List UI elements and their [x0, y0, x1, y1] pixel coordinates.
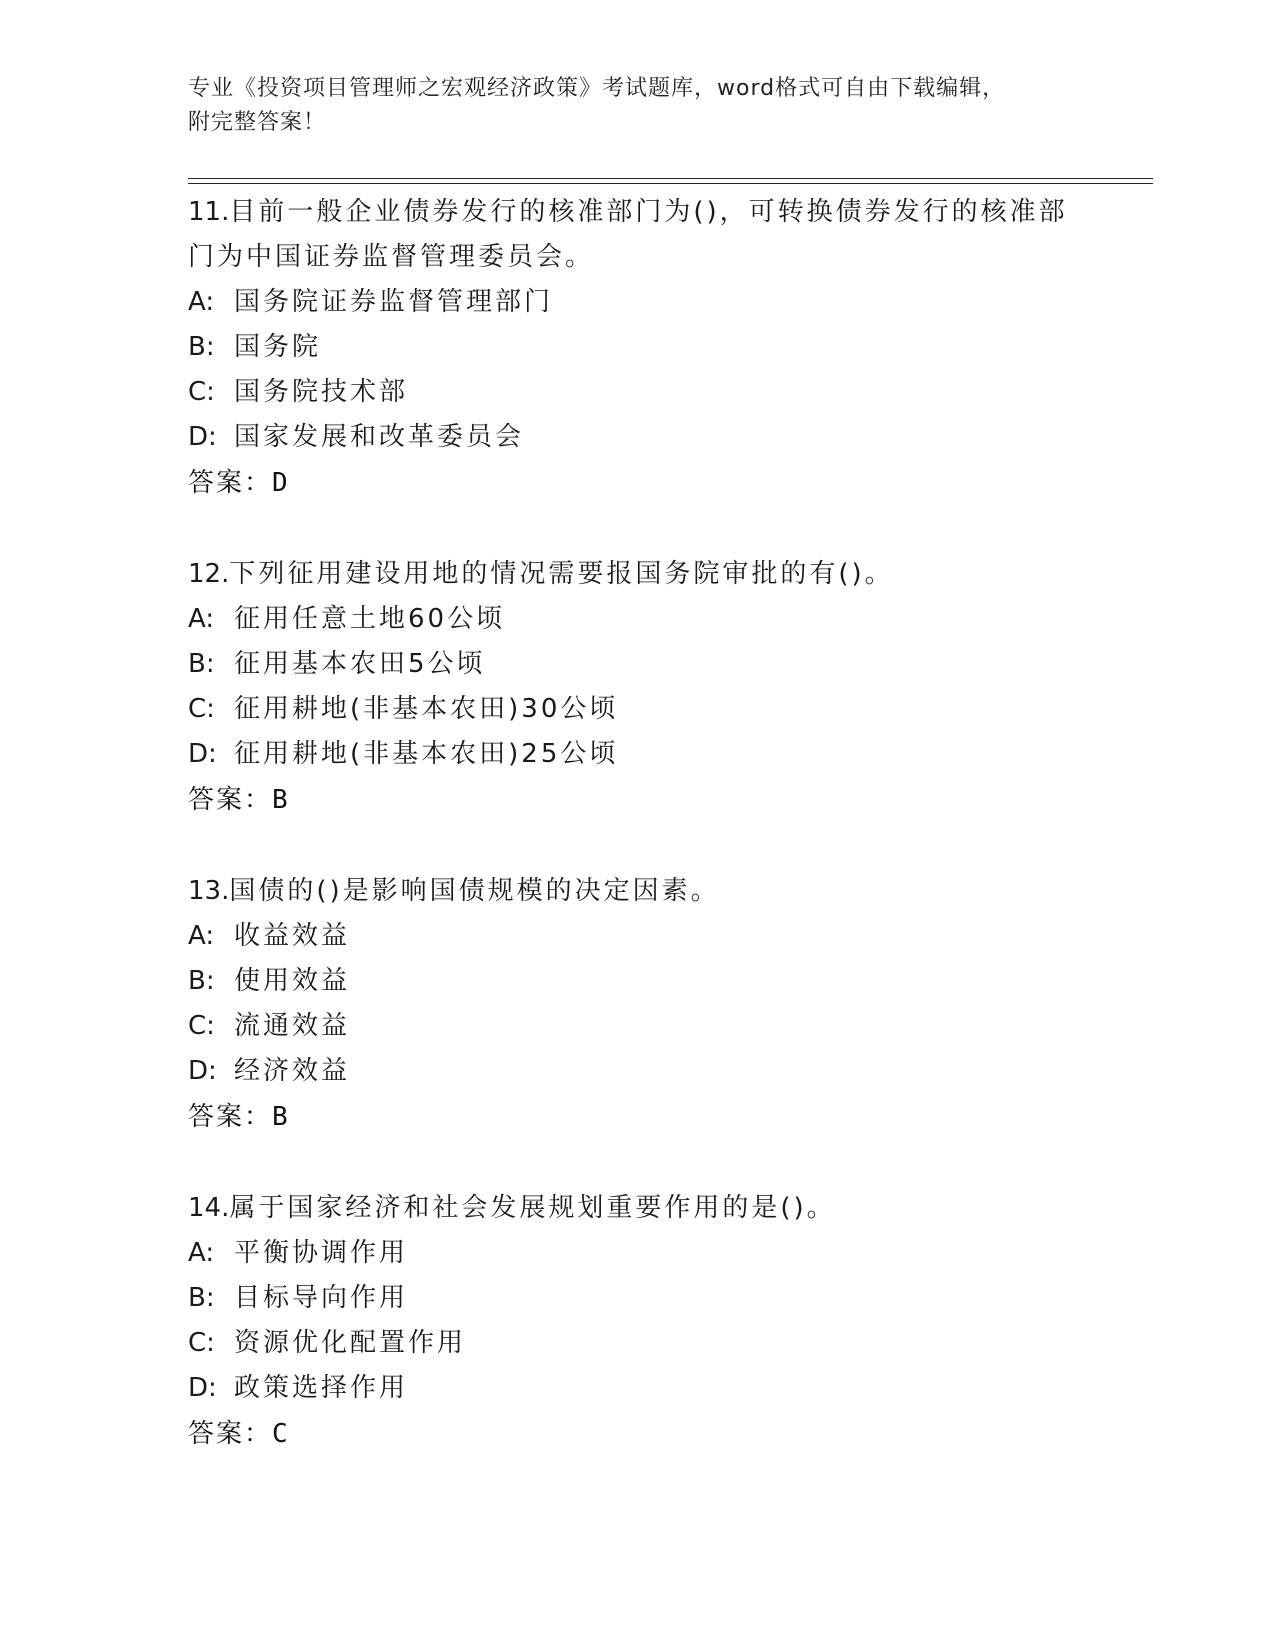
answer-line: [188, 460, 1088, 506]
option-a: [188, 597, 1088, 642]
option-d: [188, 732, 1088, 777]
option-letter: C:: [188, 1011, 215, 1041]
answer-value: B: [272, 1102, 289, 1132]
option-c: [188, 687, 1088, 732]
option-b: [188, 325, 1088, 370]
answer-label: 答案：: [188, 1419, 273, 1449]
question-stem: [188, 552, 1088, 597]
option-c: [188, 370, 1088, 415]
option-text: 征用任意土地60公顷: [234, 604, 506, 634]
question-stem: [188, 869, 1088, 914]
answer-line: [188, 1094, 1088, 1140]
question-number: 14.: [188, 1193, 230, 1223]
option-letter: B:: [188, 649, 215, 679]
answer-label: 答案：: [188, 1102, 273, 1132]
option-letter: D:: [188, 1373, 217, 1403]
option-letter: A:: [188, 1238, 215, 1268]
question-12: [188, 552, 1088, 823]
document-header: [188, 72, 1088, 140]
answer-value: C: [272, 1419, 289, 1449]
question-number: 13.: [188, 876, 230, 906]
option-letter: A:: [188, 287, 215, 317]
option-text: 政策选择作用: [234, 1373, 409, 1403]
question-13: [188, 869, 1088, 1140]
question-14: [188, 1186, 1088, 1457]
option-text: 国务院: [234, 332, 322, 362]
option-letter: B:: [188, 332, 215, 362]
question-text: 下列征用建设用地的情况需要报国务院审批的有()。: [229, 559, 894, 589]
question-list: [188, 190, 1088, 1503]
header-divider-bottom: [188, 183, 1153, 184]
option-text: 目标导向作用: [234, 1283, 409, 1313]
question-number: 12.: [188, 559, 230, 589]
option-b: [188, 642, 1088, 687]
option-b: [188, 1276, 1088, 1321]
option-a: [188, 280, 1088, 325]
option-letter: A:: [188, 921, 215, 951]
option-text: 收益效益: [234, 921, 351, 951]
question-11: [188, 190, 1088, 506]
header-line-1: 专业《投资项目管理师之宏观经济政策》考试题库，word格式可自由下载编辑，: [188, 76, 1006, 101]
option-d: [188, 415, 1088, 460]
option-text: 征用耕地(非基本农田)25公顷: [234, 739, 619, 769]
option-letter: B:: [188, 966, 215, 996]
question-stem: [188, 190, 1088, 280]
answer-line: [188, 777, 1088, 823]
option-text: 国务院技术部: [234, 377, 409, 407]
question-text: 属于国家经济和社会发展规划重要作用的是()。: [229, 1193, 836, 1223]
option-letter: C:: [188, 694, 215, 724]
option-d: [188, 1049, 1088, 1094]
answer-label: 答案：: [188, 468, 273, 498]
option-a: [188, 914, 1088, 959]
option-a: [188, 1231, 1088, 1276]
option-letter: D:: [188, 422, 217, 452]
answer-label: 答案：: [188, 785, 273, 815]
option-d: [188, 1366, 1088, 1411]
answer-line: [188, 1411, 1088, 1457]
option-letter: C:: [188, 377, 215, 407]
answer-value: D: [272, 468, 289, 498]
option-c: [188, 1321, 1088, 1366]
option-letter: D:: [188, 739, 217, 769]
option-text: 国务院证券监督管理部门: [234, 287, 554, 317]
option-c: [188, 1004, 1088, 1049]
header-line-2: 附完整答案！: [188, 110, 327, 135]
option-b: [188, 959, 1088, 1004]
option-text: 国家发展和改革委员会: [234, 422, 525, 452]
option-text: 经济效益: [234, 1056, 351, 1086]
question-number: 11.: [188, 197, 230, 227]
option-letter: C:: [188, 1328, 215, 1358]
option-text: 使用效益: [234, 966, 351, 996]
option-letter: A:: [188, 604, 215, 634]
option-letter: D:: [188, 1056, 217, 1086]
option-text: 流通效益: [234, 1011, 351, 1041]
option-text: 平衡协调作用: [234, 1238, 409, 1268]
option-text: 征用耕地(非基本农田)30公顷: [234, 694, 619, 724]
option-letter: B:: [188, 1283, 215, 1313]
question-text: 国债的()是影响国债规模的决定因素。: [229, 876, 720, 906]
header-divider-top: [188, 178, 1153, 179]
option-text: 征用基本农田5公顷: [234, 649, 486, 679]
question-text: 目前一般企业债券发行的核准部门为()，可转换债券发行的核准部门为中国证券监督管理委员会。: [188, 197, 1068, 272]
option-text: 资源优化配置作用: [234, 1328, 467, 1358]
answer-value: B: [272, 785, 289, 815]
question-stem: [188, 1186, 1088, 1231]
